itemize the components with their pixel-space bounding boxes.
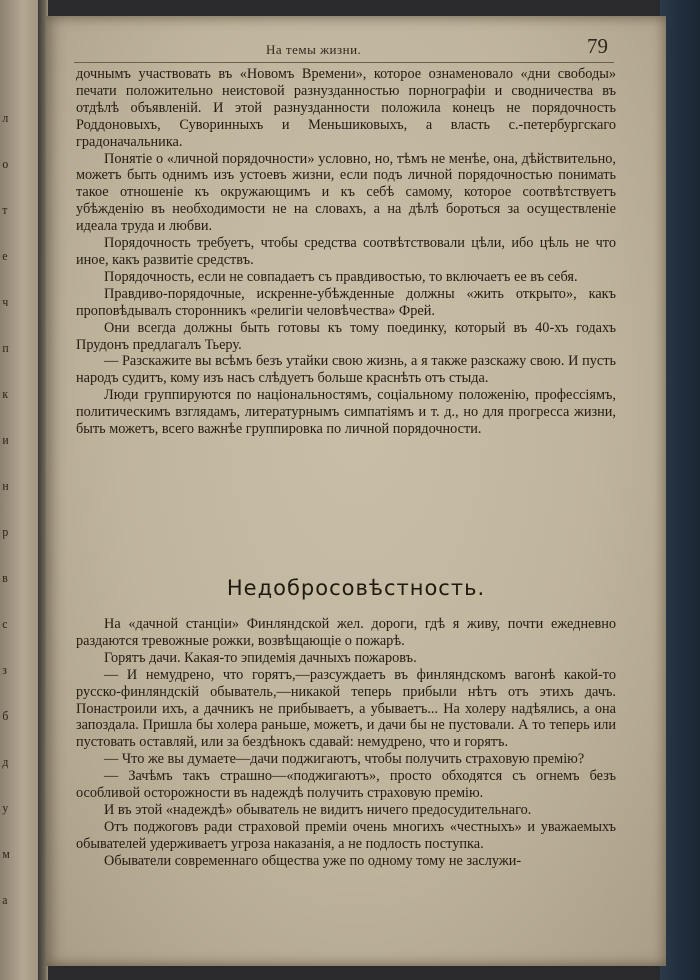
paragraph: Порядочность, если не совпадаетъ съ правдивостью, то включаетъ ее въ себя. xyxy=(104,268,578,285)
facing-page-fragment: и xyxy=(2,432,9,447)
facing-page-edge xyxy=(0,0,38,980)
facing-page-fragment: к xyxy=(2,386,9,401)
facing-page-fragment: а xyxy=(2,892,8,907)
text-block-section xyxy=(76,616,616,870)
paragraph: Правдиво-порядочные, искренне-убѣжденные должны «жить открыто», какъ проповѣдывалъ сторонникъ «религіи человѣчества» Фрей. xyxy=(76,285,616,319)
paragraph: Обыватели современнаго общества уже по одному тому не заслужи- xyxy=(104,852,522,869)
facing-page-fragment: м xyxy=(2,846,10,861)
paragraph: Люди группируются по національностямъ, соціальному положенію, профессіямъ, политическимъ взглядамъ, литературнымъ симпатіямъ и т. д., но для прогресса жизни, быть можетъ, всего важнѣе группировка по личной порядочности. xyxy=(76,387,616,438)
paragraph: дочнымъ участвовать въ «Новомъ Времени», которое ознаменовало «дни свободы» печати положительно неистовой разнузданностью порнографіи и сводничества въ отдѣлѣ объявленій. И этой разнузданности положила конецъ не порядочность Роддоновыхъ, Суворинныхъ и Меньшиковыхъ, а власть с.-петербургскаго градоначальника. xyxy=(76,66,616,150)
page-number: 79 xyxy=(587,34,608,58)
section-title: Недобросовѣстность. xyxy=(226,576,486,600)
facing-page-fragment: с xyxy=(2,616,8,631)
paragraph: Порядочность требуетъ, чтобы средства соотвѣтствовали цѣли, ибо цѣль не что иное, какъ развитіе средствъ. xyxy=(76,235,616,268)
paragraph: Горятъ дачи. Какая-то эпидемія дачныхъ пожаровъ. xyxy=(104,649,417,666)
facing-page-fragment: б xyxy=(2,708,9,723)
facing-page-fragment: ч xyxy=(2,294,9,309)
book-page xyxy=(46,16,666,966)
running-head: На темы жизни. xyxy=(266,42,362,57)
paragraph: — И немудрено, что горятъ,—разсуждаетъ въ финляндскомъ вагонѣ какой-то русско-финляндскій обыватель,—никакой теперь прибыли нѣтъ отъ этихъ дачъ. Понастроили ихъ, а дачникъ не прибываетъ, а убываетъ... На холеру надѣялись, а она запоздала. Пришла бы холера раньше, можетъ, и дачи бы не пустовали. А то теперь или пустовать оставляй, или за бездѣнокъ сдавай: немудрено, что и горятъ. xyxy=(76,666,616,751)
facing-page-fragment: н xyxy=(2,478,9,493)
paragraph: — Что же вы думаете—дачи поджигаютъ, чтобы получить страховую премію? xyxy=(104,751,585,768)
paragraph: Они всегда должны быть готовы къ тому поединку, который въ 40-хъ годахъ Прудонъ предлагалъ Тьеру. xyxy=(76,319,616,353)
book-cover-cloth xyxy=(660,0,700,980)
paragraph: Понятіе о «личной порядочности» условно, но, тѣмъ не менѣе, она, дѣйствительно, можетъ быть однимъ изъ устоевъ жизни, если подъ личной порядочностью понимать такое отношеніе къ окружающимъ и къ себѣ самому, которое соотвѣтствуетъ убѣжденію въ необходимости не на словахъ, а на дѣлѣ бороться за осуществленіе идеала труда и любви. xyxy=(76,150,616,235)
facing-page-fragment: п xyxy=(2,340,9,355)
header-rule xyxy=(74,62,614,63)
facing-page-fragment: р xyxy=(2,524,9,539)
facing-page-fragment: з xyxy=(2,662,7,677)
paragraph: И въ этой «надеждѣ» обыватель не видитъ ничего предосудительнаго. xyxy=(104,801,532,818)
facing-page-fragment: в xyxy=(2,570,8,585)
facing-page-fragment: о xyxy=(2,156,9,171)
paragraph: Отъ поджоговъ ради страховой преміи очень многихъ «честныхъ» и уважаемыхъ обывателей удерживаетъ угроза наказанія, а не подлость поступка. xyxy=(76,818,616,852)
facing-page-fragment: л xyxy=(2,110,9,125)
paragraph: — Зачѣмъ такъ страшно—«поджигаютъ», просто обходятся съ огнемъ безъ особливой осторожности въ надеждѣ получить страховую премію. xyxy=(76,768,616,802)
text-block-top xyxy=(76,66,616,438)
facing-page-fragment: е xyxy=(2,248,8,263)
facing-page-fragment: т xyxy=(2,202,8,217)
facing-page-fragment: д xyxy=(2,754,9,769)
facing-page-fragment: у xyxy=(2,800,9,815)
paragraph: На «дачной станціи» Финляндской жел. дороги, гдѣ я живу, почти ежедневно раздаются тревожные рожки, возвѣщающіе о пожарѣ. xyxy=(76,616,616,649)
paragraph: — Разскажите вы всѣмъ безъ утайки свою жизнь, а я также разскажу свою. И пусть народъ судитъ, кому изъ насъ слѣдуетъ больше краснѣть отъ стыда. xyxy=(76,353,616,387)
